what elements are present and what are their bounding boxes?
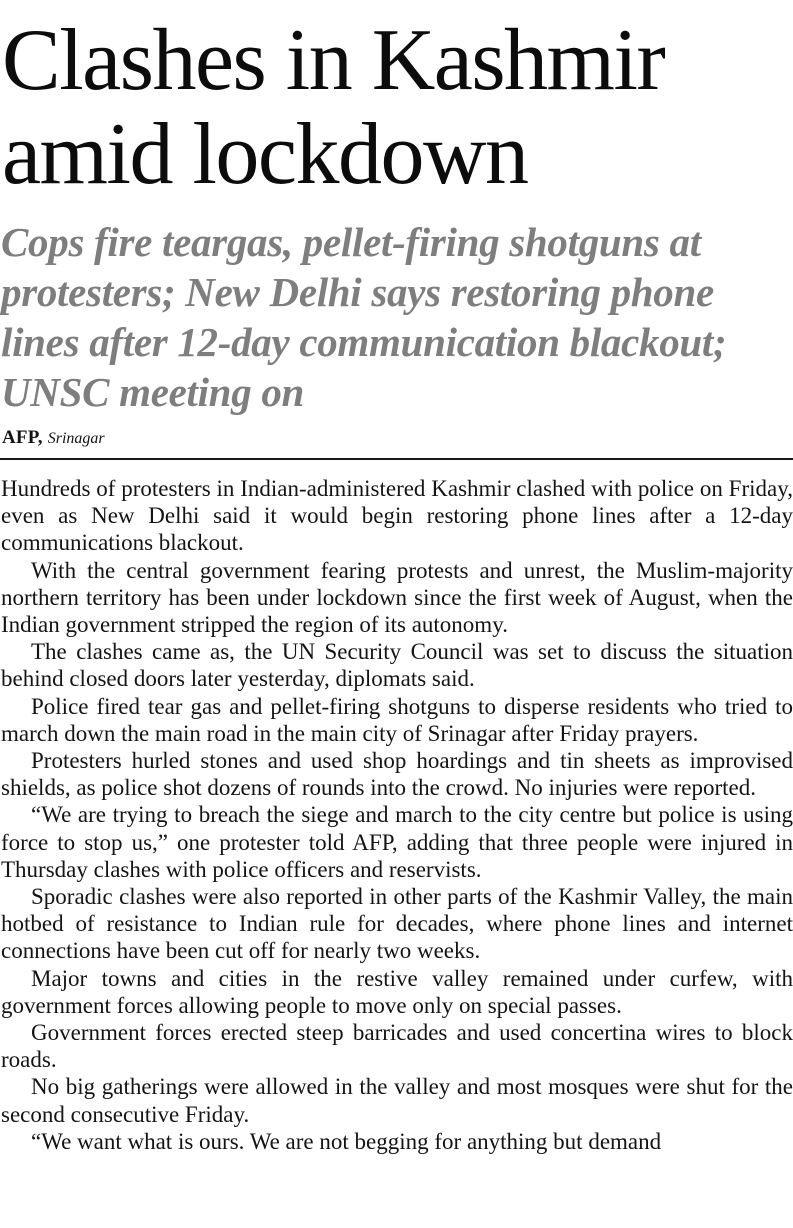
body-paragraph: Government forces erected steep barricades and used concertina wires to block roads. [1,1020,793,1073]
body-paragraph: Major towns and cities in the restive valley remained under curfew, with government forces allowing people to move only on special passes. [1,965,793,1018]
subheadline [1,217,793,417]
subheadline-line: lines after 12-day communication blackout; [1,319,727,365]
body-paragraph: Police fired tear gas and pellet-firing shotguns to disperse residents who tried to march down the main road in the main city of Srinagar after Friday prayers. [1,693,793,746]
body-paragraph: Protesters hurled stones and used shop hoardings and tin sheets as improvised shields, as police shot dozens of rounds into the crowd. No injuries were reported. [1,748,793,801]
body-paragraph: No big gatherings were allowed in the valley and most mosques were shut for the second consecutive Friday. [1,1074,793,1127]
headline [2,14,793,202]
subheadline-line: Cops fire teargas, pellet-firing shotguns at [1,219,701,265]
byline-location: Srinagar [47,430,105,447]
body-paragraph: “We want what is ours. We are not begging for anything but demand [31,1128,662,1154]
subheadline-line: protesters; New Delhi says restoring phone [1,269,714,315]
subheadline-line: UNSC meeting on [1,369,305,415]
body-paragraph: “We are trying to breach the siege and march to the city centre but police is using force to stop us,” one protester told AFP, adding that three people were injured in Thursday clashes with police officers and reservists. [1,802,793,882]
byline [2,424,105,453]
article-body [1,475,793,1155]
byline-agency: AFP, [2,427,43,448]
body-paragraph: The clashes came as, the UN Security Council was set to discuss the situation behind closed doors later yesterday, diplomats said. [1,639,793,692]
body-paragraph: With the central government fearing protests and unrest, the Muslim-majority northern territory has been under lockdown since the first week of August, when the Indian government stripped the region of its autonomy. [1,557,793,638]
headline-line: amid lockdown [2,106,528,203]
headline-line: Clashes in Kashmir [2,12,665,109]
body-paragraph: Sporadic clashes were also reported in other parts of the Kashmir Valley, the main hotbed of resistance to Indian rule for decades, where phone lines and internet connections have been cut off for nearly two weeks. [1,884,793,964]
body-paragraph: Hundreds of protesters in Indian-administered Kashmir clashed with police on Friday, even as New Delhi said it would begin restoring phone lines after a 12-day communications blackout. [1,476,793,556]
byline-divider [0,458,793,460]
